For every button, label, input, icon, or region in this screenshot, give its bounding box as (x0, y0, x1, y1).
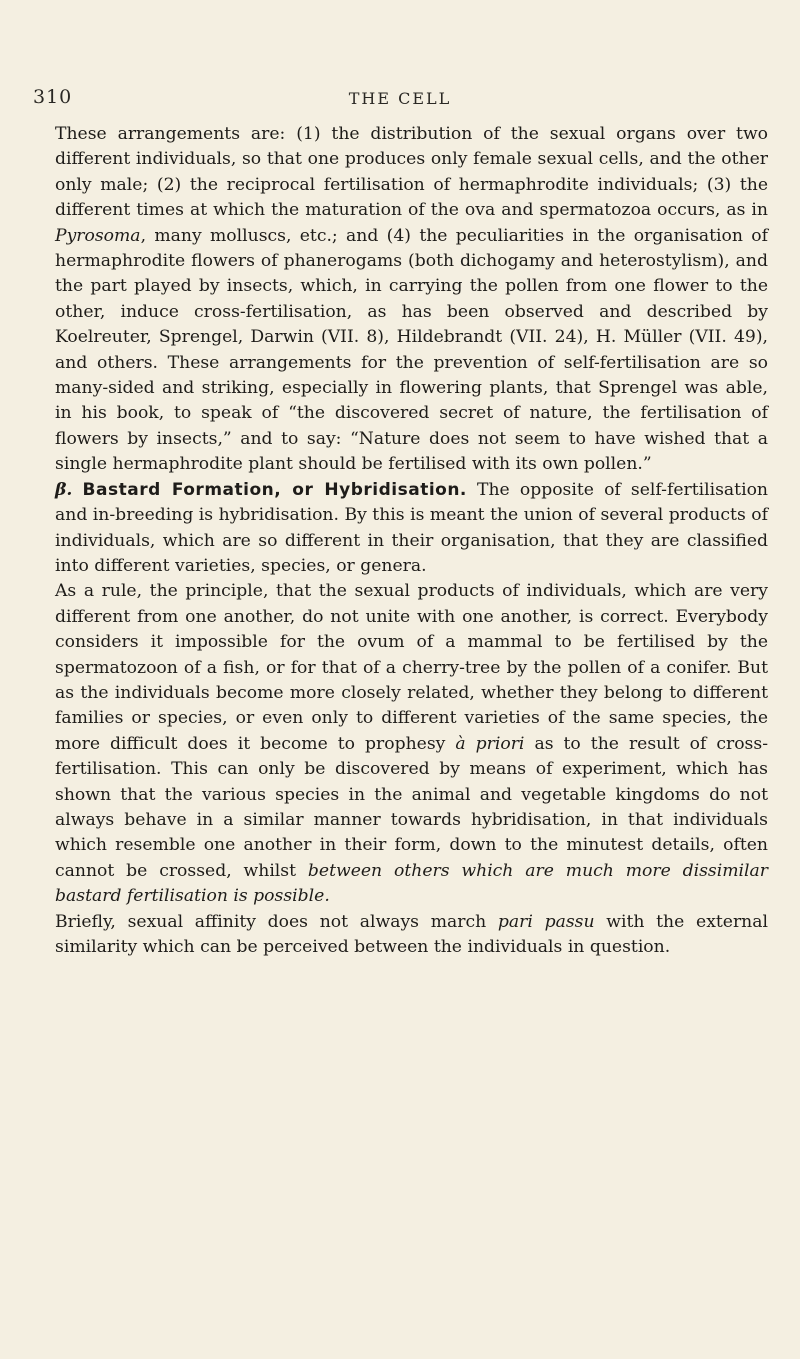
text-run: These arrangements are: (1) the distribution of the sexual organs over two different individuals, so that one produces only female sexual cells, and the other only male; (2) the reciprocal fertilisation of hermaphrodite individuals; (3) the different times at which the maturation of the ova and spermatozoa occurs, as in (55, 124, 768, 221)
paragraph-rule (55, 579, 768, 909)
section-marker: β. (55, 479, 73, 500)
text-run: as to the result of cross-fertilisation. This can only be discovered by means of experiment, which has shown that the various species in the animal and vegetable kingdoms do not always behave in a similar manner towards hybridisation, in that individuals which resemble one another in their form, down to the minutest details, often cannot be crossed, whilst (55, 733, 769, 881)
page-number: 310 (33, 86, 73, 108)
italic-text: Pyrosoma (55, 225, 141, 246)
text-run: with the external similarity which can be perceived between the individuals in question. (55, 911, 768, 957)
italic-text: pari passu (497, 911, 595, 932)
paragraph-hybridisation (55, 478, 768, 580)
text-run: , many molluscs, etc.; and (4) the peculiarities in the organisation of hermaphrodite flowers of phanerogams (both dichogamy and heterostylism), and the part played by insects, which, in carrying the pollen from one flower to the other, induce cross-fertilisation, as has been observed and described by Koelreuter, Sprengel, Darwin (VII. 8), Hildebrandt (VII. 24), H. Müller (VII. 49), and others. These arrangements for the prevention of self-fertilisation are so many-sided and striking, especially in flowering plants, that Sprengel was able, in his book, to speak of “the discovered secret of nature, the fertilisation of flowers by insects,” and to say: “Nature does not seem to have wished that a single hermaphrodite plant should be fertilised with its own pollen.” (55, 225, 768, 475)
text-run: Briefly, sexual affinity does not always march (55, 911, 498, 932)
section-title: Bastard Formation, or Hybridisation. (82, 479, 467, 500)
paragraph-arrangements (55, 122, 768, 478)
running-title: THE CELL (348, 89, 452, 108)
text-run: As a rule, the principle, that the sexual products of individuals, which are very different from one another, do not unite with one another, is correct. Everybody considers it impossible for the ovum of a mammal to be fertilised by the spermatozoon of a fish, or for that of a cherry-tree by the pollen of a conifer. But as the individuals become more closely related, whether they belong to different families or species, or even only to different varieties of the same species, the more difficult does it become to prophesy (55, 581, 768, 754)
text-run: The opposite of self-fertilisation and in-breeding is hybridisation. By this is meant the union of several products of individuals, which are so different in their organisation, that they are classified into different varieties, species, or genera. (55, 479, 768, 576)
paragraph-briefly (55, 910, 768, 961)
italic-text: à priori (455, 733, 525, 754)
body-text (55, 122, 768, 960)
italic-text: between others which are much more dissimilar bastard fertilisation is possible. (55, 860, 769, 907)
